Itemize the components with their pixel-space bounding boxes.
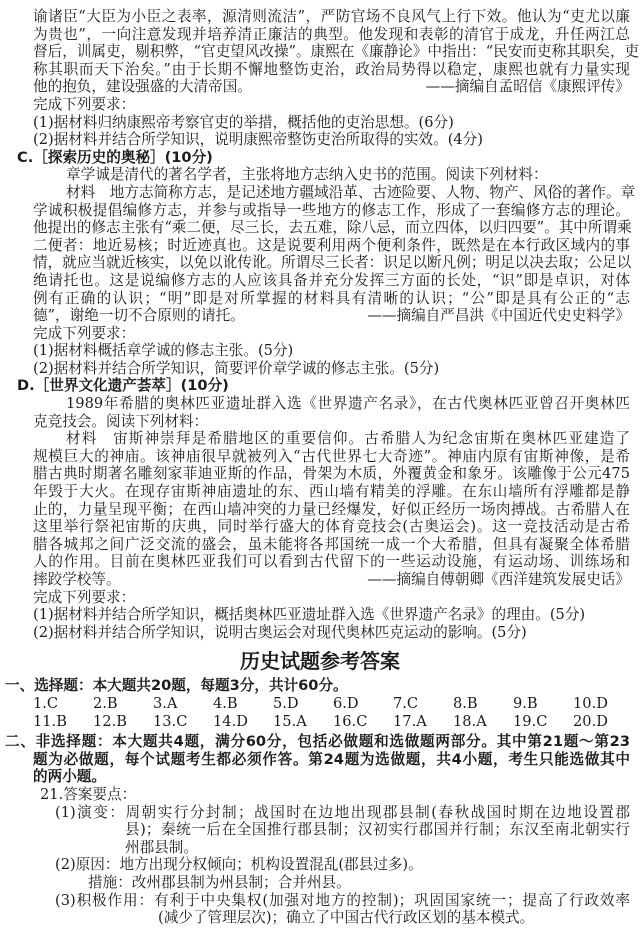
- text-line: 例有正确的认识；“明”即是对所掌握的材料具有清晰的认识；“公”即是具有公正的“志: [33, 289, 630, 307]
- text-line: 材料 宙斯神崇拜是希腊地区的重要信仰。古希腊人为纪念宙斯在奥林匹亚建造了: [66, 430, 630, 448]
- text-line: 绝请托也。这是说编修方志的人应该具备并充分发挥三方面的长处，“识”即是卓识，对体: [33, 271, 630, 289]
- answer-line: 措施：改州郡县制为州县制；合并州县。: [88, 873, 351, 891]
- answer-line: (减少了管理层次)；确立了中国古代行政区划的基本模式。: [158, 909, 535, 927]
- choice-answer: 15.A: [273, 712, 307, 730]
- text-line: 腊各城邦之间广泛交流的盛会，虽未能将各邦国统一成一个大希腊，但具有凝聚全体希腊: [33, 535, 630, 553]
- source-citation: ——摘编自孟昭信《康熙评传》: [425, 78, 630, 96]
- choice-answer: 18.A: [453, 712, 487, 730]
- text-line: 腊古典时期著名雕刻家菲迪亚斯的作品，骨架为木质，外覆黄金和象牙。该雕像于公元475: [33, 465, 630, 483]
- choice-answer: 19.C: [513, 712, 548, 730]
- answer-line: (2)原因：地方出现分权倾向；机构设置混乱(郡县过多)。: [55, 856, 423, 874]
- text-line: 材料 地方志简称方志，是记述地方疆域沿革、古迹险要、人物、物产、风俗的著作。章: [66, 183, 636, 201]
- part2-heading-cont: 题为必做题，每个试题考生都必须作答。第24题为选做题，共4小题，考生只能选做其中: [33, 750, 630, 768]
- source-citation: ——摘编自傅朝卿《西洋建筑发展史话》: [367, 571, 630, 588]
- text-line-with-source: [33, 307, 640, 325]
- text-line: 止的，力量呈现平衡；在西山墙冲突的力量已经爆发，好似正经历一场肉搏战。古希腊人在: [33, 500, 630, 518]
- answer-line: 县)；秦统一后在全国推行郡县制；汉初实行郡国并行制；东汉至南北朝实行: [125, 821, 630, 839]
- choice-answer: 10.D: [573, 694, 608, 712]
- text-line: 年毁于大火。在现存宙斯神庙遗址的东、西山墙有精美的浮雕。在东山墙所有浮雕都是静: [33, 483, 630, 501]
- choice-answer: 7.C: [393, 694, 419, 712]
- choice-answer: 17.A: [393, 712, 427, 730]
- text-line-with-source: [33, 78, 640, 96]
- requirements-label: 完成下列要求：: [33, 95, 136, 113]
- choice-answer: 9.B: [513, 694, 538, 712]
- question-2: (2)据材料并结合所学知识，说明古奥运会对现代奥林匹克运动的影响。(5分): [33, 623, 527, 641]
- source-citation: ——摘编自严昌洪《中国近代史史料学》: [367, 307, 630, 325]
- text-line: 情，就应当就近核实，以免以讹传讹。所谓尽三长者：识足以断凡例；明足以决去取；公足以: [33, 254, 632, 272]
- choice-answer: 8.B: [453, 694, 478, 712]
- intro-line: 1989年希腊的奥林匹亚遗址群入选《世界遗产名录》，在古代奥林匹亚曾召开奥林匹: [66, 395, 630, 413]
- question-1: (1)据材料并结合所学知识，概括奥林匹亚遗址群入选《世界遗产名录》的理由。(5分): [33, 606, 586, 624]
- choice-answer: 20.D: [573, 712, 608, 730]
- question-2: (2)据材料并结合所学知识，简要评价章学诚的修志主张。(5分): [33, 359, 440, 377]
- choice-answer: 4.B: [213, 694, 238, 712]
- choice-answer: 16.C: [333, 712, 368, 730]
- answer-line: (3)积极作用：有利于中央集权(加强对地方的控制)；巩固国家统一；提高了行政效率: [55, 891, 630, 909]
- text-line: 督后，训属吏，剔积弊，“官吏望风改操”。康熙在《廉静论》中指出：“民安而吏称其职矣，吏: [33, 43, 640, 61]
- q21-label: 21.答案要点：: [40, 785, 137, 803]
- text-line: 摔跤学校等。: [33, 571, 121, 588]
- choice-answer: 1.C: [33, 694, 59, 712]
- choice-answer: 6.D: [333, 694, 359, 712]
- question-1: (1)据材料概括章学诚的修志主张。(5分): [33, 342, 294, 360]
- text-line: 规模巨大的神庙。该神庙很早就被列入“古代世界七大奇迹”。神庙内原有宙斯神像，是希: [33, 447, 630, 465]
- exam-page: [0, 8, 640, 927]
- choice-answer: 13.C: [153, 712, 188, 730]
- choice-answer: 5.D: [273, 694, 299, 712]
- choice-answer: 12.B: [93, 712, 127, 730]
- text-line: 这里举行祭祀宙斯的庆典，同时举行盛大的体育竞技会(古奥运会)。这一竞技活动是古希: [33, 518, 630, 536]
- choice-answer: 14.D: [213, 712, 248, 730]
- text-line-with-source: [33, 571, 640, 589]
- section-c-heading: C.［探索历史的奥秘］(10分): [17, 148, 213, 166]
- section-d-heading: D.［世界文化遗产荟萃］(10分): [17, 377, 229, 395]
- answer-line: 州郡县制。: [125, 838, 198, 856]
- text-line: 称其职而天下治矣。”由于长期不懈地整饬吏治，政治局势得以稳定，康熙也就有力量实现: [33, 60, 630, 78]
- answer-line: (1)演变：周朝实行分封制；战国时在边地出现郡县制(春秋战国时期在边地设置郡: [55, 803, 630, 821]
- choice-answer: 11.B: [33, 712, 67, 730]
- part2-heading: 二、非选择题：本大题共4题，满分60分，包括必做题和选做题两部分。其中第21题～第23: [5, 733, 630, 751]
- intro-line: 克竞技会。阅读下列材料：: [33, 412, 209, 430]
- answer-key-title: 历史试题参考答案: [240, 649, 400, 674]
- choice-answer: 2.B: [93, 694, 118, 712]
- intro-line: 章学诚是清代的著名学者，主张将地方志纳入史书的范围。阅读下列材料：: [66, 166, 548, 184]
- text-line: 他提出的修志主张有“乘二便，尽三长，去五难，除八忌，而立四体，以归四要”。其中所谓乘: [33, 219, 632, 237]
- choice-answer: 3.A: [153, 694, 178, 712]
- choice-answers-grid: [33, 695, 640, 730]
- requirements-label: 完成下列要求：: [33, 324, 136, 342]
- text-line: 德”，谢绝一切不合原则的请托。: [33, 307, 245, 325]
- text-line: 为贵也”，一向注意发现并培养清正廉洁的典型。他发现和表彰的清官于成龙，升任两江总: [33, 25, 630, 43]
- question-2: (2)据材料并结合所学知识，说明康熙帝整饬吏治所取得的实效。(4分): [33, 131, 483, 149]
- text-line: 人的作用。目前在奥林匹亚我们可以看到古代留下的一些运动设施，有运动场、训练场和: [33, 553, 630, 571]
- requirements-label: 完成下列要求：: [33, 588, 136, 606]
- question-1: (1)据材料归纳康熙帝考察官吏的举措，概括他的吏治思想。(6分): [33, 113, 454, 131]
- text-line: 谕诸臣“大臣为小臣之表率，源清则流洁”，严防官场不良风气上行下效。他认为“吏尤以廉: [33, 8, 630, 25]
- part2-heading-cont: 的两小题。: [33, 768, 106, 786]
- text-line: 二便者：地近易核；时近迹真也。这是说要利用两个便利条件，既然是在本行政区域内的事: [33, 236, 630, 254]
- text-line: 他的抱负，建设强盛的大清帝国。: [33, 78, 252, 96]
- text-line: 学诚积极提倡编修方志，并参与或指导一些地方的修志工作，形成了一套编修方志的理论。: [33, 201, 630, 219]
- part1-heading: 一、选择题：本大题共20题，每题3分，共计60分。: [5, 677, 348, 695]
